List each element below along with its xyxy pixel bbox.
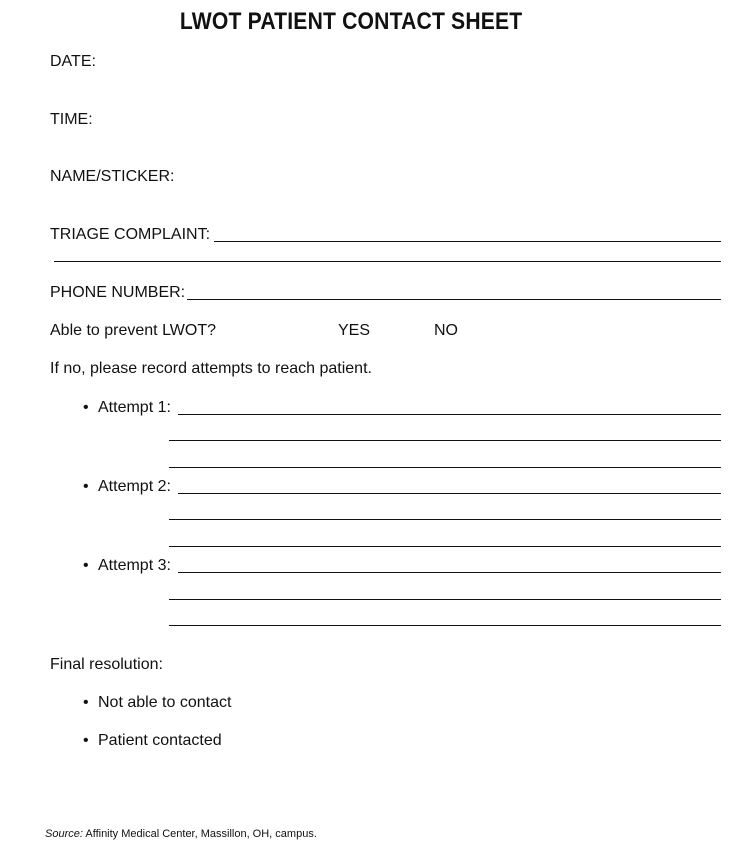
source-prefix: Source: [45, 828, 83, 840]
attempt-1-label: Attempt 1: [98, 399, 171, 416]
time-label: TIME: [50, 111, 93, 128]
attempt-2-line-2[interactable] [169, 519, 721, 520]
attempt-3-line-2[interactable] [169, 599, 721, 600]
bullet-icon: • [83, 557, 89, 574]
yes-option[interactable]: YES [338, 322, 371, 339]
bullet-icon: • [83, 399, 89, 416]
attempt-1-line-1[interactable] [178, 414, 721, 415]
attempt-1-line-2[interactable] [169, 440, 721, 441]
bullet-icon: • [83, 694, 89, 711]
phone-number-label: PHONE NUMBER: [50, 284, 186, 301]
triage-complaint-label: TRIAGE COMPLAINT: [50, 226, 211, 243]
attempt-2-line-3[interactable] [169, 546, 721, 547]
attempt-3-label: Attempt 3: [98, 557, 171, 574]
page-title: LWOT PATIENT CONTACT SHEET [179, 8, 523, 35]
attempt-1-line-3[interactable] [169, 467, 721, 468]
attempt-2-label: Attempt 2: [98, 478, 171, 495]
resolution-option-not-contacted[interactable]: Not able to contact [98, 694, 232, 711]
no-option[interactable]: NO [434, 322, 458, 339]
phone-number-line[interactable] [187, 299, 721, 300]
attempt-2-line-1[interactable] [178, 493, 721, 494]
attempts-instruction: If no, please record attempts to reach patient. [50, 360, 372, 377]
triage-complaint-line-2[interactable] [54, 261, 721, 262]
bullet-icon: • [83, 478, 89, 495]
source-note [45, 828, 317, 841]
attempt-3-line-1[interactable] [178, 572, 721, 573]
triage-complaint-line-1[interactable] [214, 241, 721, 242]
name-sticker-label: NAME/STICKER: [50, 168, 175, 185]
attempt-3-line-3[interactable] [169, 625, 721, 626]
source-text: Affinity Medical Center, Massillon, OH, campus. [85, 828, 317, 840]
bullet-icon: • [83, 732, 89, 749]
prevent-lwot-question: Able to prevent LWOT? [50, 322, 216, 339]
final-resolution-label: Final resolution: [50, 656, 163, 673]
date-label: DATE: [50, 53, 96, 70]
resolution-option-contacted[interactable]: Patient contacted [98, 732, 222, 749]
